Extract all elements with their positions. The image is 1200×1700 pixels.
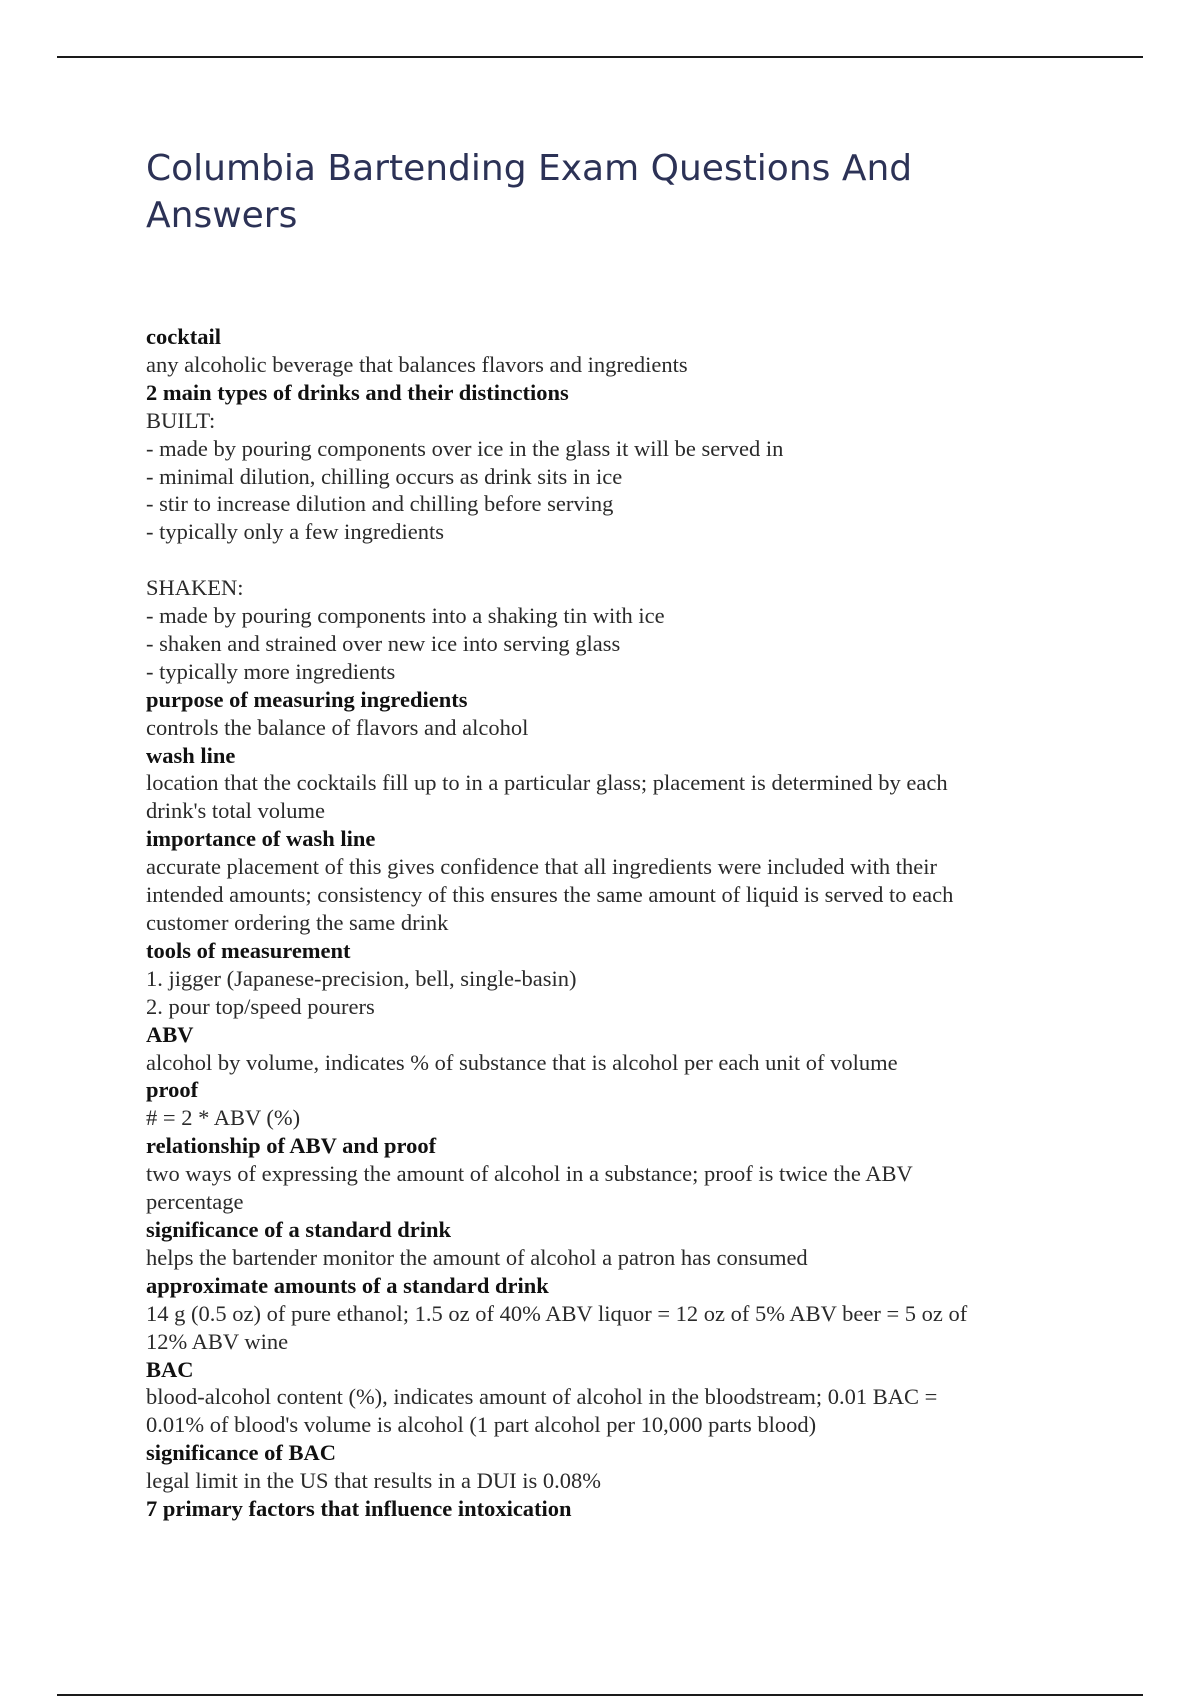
answer-line: intended amounts; consistency of this ensures the same amount of liquid is served to each (146, 882, 954, 908)
answer-line: any alcoholic beverage that balances flavors and ingredients (146, 351, 688, 377)
answer-definition (146, 853, 1046, 937)
answer-definition (146, 1049, 1046, 1077)
answer-line: 1. jigger (Japanese-precision, bell, single-basin) (146, 965, 577, 991)
answer-line: alcohol by volume, indicates % of substance that is alcohol per each unit of volume (146, 1049, 898, 1075)
answer-line: 12% ABV wine (146, 1328, 289, 1354)
answer-line: customer ordering the same drink (146, 910, 449, 936)
answer-definition (146, 1104, 1046, 1132)
answer-line: 0.01% of blood's volume is alcohol (1 part alcohol per 10,000 parts blood) (146, 1412, 817, 1438)
question-term: ABV (146, 1021, 194, 1047)
answer-line: # = 2 * ABV (%) (146, 1105, 301, 1131)
question-term: BAC (146, 1356, 194, 1382)
question-term: proof (146, 1077, 199, 1103)
answer-definition (146, 1300, 1046, 1356)
answer-line: drink's total volume (146, 798, 326, 824)
answer-line (146, 546, 1046, 574)
answer-line: - stir to increase dilution and chilling before serving (146, 491, 614, 517)
question-term: significance of a standard drink (146, 1216, 452, 1242)
answer-line: - made by pouring components over ice in the glass it will be served in (146, 435, 784, 461)
question-term: wash line (146, 742, 236, 768)
question-term: cocktail (146, 324, 221, 349)
answer-definition (146, 1467, 1046, 1495)
question-term: purpose of measuring ingredients (146, 686, 468, 712)
answer-line: percentage (146, 1189, 244, 1215)
question-term: approximate amounts of a standard drink (146, 1272, 549, 1298)
answer-line: two ways of expressing the amount of alcohol in a substance; proof is twice the ABV (146, 1161, 913, 1187)
answer-line: BUILT: (146, 407, 216, 433)
answer-line: accurate placement of this gives confidence that all ingredients were included with their (146, 854, 937, 880)
question-term: tools of measurement (146, 937, 351, 963)
answer-definition (146, 1383, 1046, 1439)
answer-line: - minimal dilution, chilling occurs as drink sits in ice (146, 463, 623, 489)
answer-line: location that the cocktails fill up to in a particular glass; placement is determined by each (146, 770, 948, 796)
answer-line: controls the balance of flavors and alcohol (146, 714, 529, 740)
question-term: 7 primary factors that influence intoxication (146, 1496, 572, 1522)
answer-definition (146, 1244, 1046, 1272)
answer-line: blood-alcohol content (%), indicates amount of alcohol in the bloodstream; 0.01 BAC = (146, 1384, 938, 1410)
question-term: 2 main types of drinks and their distinctions (146, 379, 569, 405)
question-term: relationship of ABV and proof (146, 1133, 437, 1159)
answer-line: - typically more ingredients (146, 658, 396, 684)
answer-definition (146, 965, 1046, 1021)
document-title: Columbia Bartending Exam Questions And Answers (146, 148, 913, 236)
answer-line: 14 g (0.5 oz) of pure ethanol; 1.5 oz of 40% ABV liquor = 12 oz of 5% ABV beer = 5 oz of (146, 1300, 968, 1326)
question-term: significance of BAC (146, 1440, 336, 1466)
top-rule (57, 56, 1143, 58)
qa-list (146, 323, 1046, 1523)
answer-definition (146, 769, 1046, 825)
question-term: importance of wash line (146, 826, 376, 852)
answer-line: 2. pour top/speed pourers (146, 993, 375, 1019)
answer-definition (146, 1160, 1046, 1216)
answer-line: helps the bartender monitor the amount of alcohol a patron has consumed (146, 1244, 808, 1270)
answer-line: - made by pouring components into a shaking tin with ice (146, 603, 665, 629)
answer-line: legal limit in the US that results in a DUI is 0.08% (146, 1468, 601, 1494)
answer-definition (146, 714, 1046, 742)
answer-line: SHAKEN: (146, 575, 244, 601)
bottom-rule (57, 1694, 1143, 1696)
answer-definition (146, 407, 1046, 686)
answer-definition (146, 351, 1046, 379)
answer-line: - shaken and strained over new ice into serving glass (146, 630, 621, 656)
answer-line: - typically only a few ingredients (146, 519, 445, 545)
